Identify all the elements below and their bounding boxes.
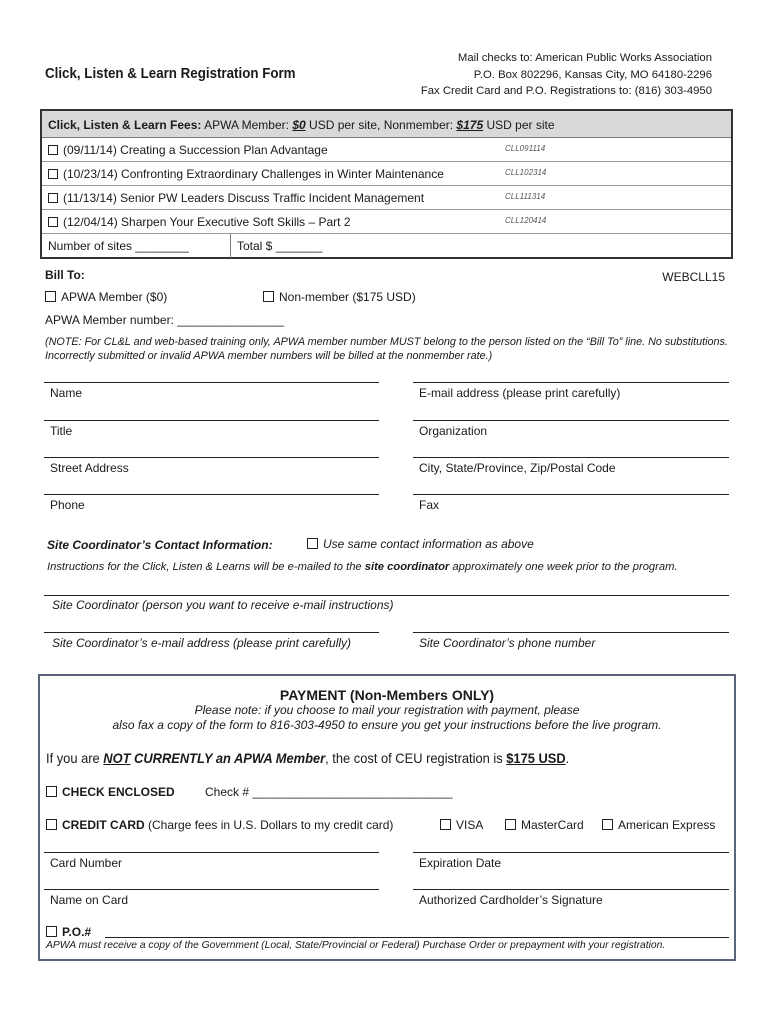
cost-not: NOT <box>103 750 131 766</box>
mailing-info <box>421 50 712 100</box>
fax-line[interactable] <box>413 494 729 495</box>
city-line[interactable] <box>413 457 729 458</box>
number-of-sites-field[interactable]: Number of sites ________ <box>42 234 231 258</box>
bill-to-label: Bill To: <box>45 268 85 282</box>
cost-end: . <box>565 750 570 766</box>
mastercard-option[interactable] <box>505 818 584 832</box>
title-line[interactable] <box>44 420 379 421</box>
mail-address-line: Mail checks to: American Public Works Association <box>457 52 712 64</box>
cost-statement <box>46 750 569 766</box>
session-code: CLL111314 <box>505 192 546 201</box>
nonmember-price: $175 <box>456 118 484 132</box>
session-checkbox[interactable] <box>48 169 58 179</box>
coordinator-label: Site Coordinator (person you want to receive e-mail instructions) <box>52 598 394 612</box>
coordinator-email-line[interactable] <box>44 632 379 633</box>
check-enclosed-option[interactable] <box>46 785 175 799</box>
session-row[interactable] <box>42 210 731 234</box>
po-label: P.O.# <box>62 925 92 939</box>
name-label: Name <box>50 386 83 400</box>
po-checkbox[interactable] <box>46 926 57 937</box>
payment-note-line2: also fax a copy of the form to 816-303-4950 to ensure you get your instructions before the live program. <box>112 718 662 732</box>
nonmember-checkbox[interactable] <box>263 291 274 302</box>
member-number-field[interactable]: APWA Member number: ________________ <box>45 313 285 327</box>
session-label: (11/13/14) Senior PW Leaders Discuss Traffic Incident Management <box>63 191 425 205</box>
fax-label: Fax <box>419 498 440 512</box>
site-coordinator-label: Site Coordinator’s Contact Information: <box>47 538 273 552</box>
mastercard-checkbox[interactable] <box>505 819 516 830</box>
street-line[interactable] <box>44 457 379 458</box>
session-label: (09/11/14) Creating a Succession Plan Advantage <box>63 143 328 157</box>
apwa-member-option[interactable] <box>45 290 167 304</box>
po-line[interactable] <box>105 937 729 938</box>
cost-post: , the cost of CEU registration is <box>325 750 507 766</box>
same-contact-checkbox[interactable] <box>307 538 318 549</box>
organization-label: Organization <box>419 424 488 438</box>
amex-option[interactable] <box>602 818 715 832</box>
expiration-line[interactable] <box>413 852 729 853</box>
card-number-line[interactable] <box>44 852 379 853</box>
session-checkbox[interactable] <box>48 217 58 227</box>
member-price: $0 <box>292 118 306 132</box>
email-line[interactable] <box>413 382 729 383</box>
session-code: CLL102314 <box>505 168 547 177</box>
member-option-label: APWA Member ($0) <box>61 290 168 304</box>
visa-option[interactable] <box>440 818 483 832</box>
session-row[interactable] <box>42 162 731 186</box>
fax-line: Fax Credit Card and P.O. Registrations to: (816) 303-4950 <box>420 85 712 97</box>
session-code: CLL120414 <box>505 216 547 225</box>
name-on-card-label: Name on Card <box>50 893 129 907</box>
same-contact-option[interactable] <box>307 537 534 551</box>
session-row[interactable] <box>42 138 731 162</box>
check-enclosed-checkbox[interactable] <box>46 786 57 797</box>
instructions-text: Instructions for the Click, Listen & Learns will be e-mailed to the <box>47 561 362 573</box>
amex-checkbox[interactable] <box>602 819 613 830</box>
organization-line[interactable] <box>413 420 729 421</box>
non-member-option[interactable] <box>263 290 416 304</box>
payment-title: PAYMENT (Non-Members ONLY) <box>279 687 495 703</box>
city-label: City, State/Province, Zip/Postal Code <box>419 461 616 475</box>
credit-card-note: (Charge fees in U.S. Dollars to my credit card) <box>148 818 394 832</box>
visa-checkbox[interactable] <box>440 819 451 830</box>
check-enclosed-label: CHECK ENCLOSED <box>62 785 175 799</box>
credit-card-option[interactable] <box>46 818 393 832</box>
member-suffix: USD per site, Nonmember: <box>309 118 454 132</box>
expiration-label: Expiration Date <box>419 856 502 870</box>
cost-mid: CURRENTLY an APWA Member <box>130 750 326 766</box>
instructions-bold: site coordinator <box>364 561 450 573</box>
nonmember-option-label: Non-member ($175 USD) <box>279 290 416 304</box>
fees-table <box>40 109 733 259</box>
session-checkbox[interactable] <box>48 193 58 203</box>
mastercard-label: MasterCard <box>521 818 584 832</box>
session-label: (12/04/14) Sharpen Your Executive Soft Skills – Part 2 <box>63 215 351 229</box>
session-label: (10/23/14) Confronting Extraordinary Challenges in Winter Maintenance <box>63 167 444 181</box>
mail-po-box-line: P.O. Box 802296, Kansas City, MO 64180-2296 <box>473 68 712 81</box>
name-on-card-line[interactable] <box>44 889 379 890</box>
po-option[interactable] <box>46 925 91 939</box>
form-code: WEBCLL15 <box>662 270 725 284</box>
fees-header <box>42 111 731 138</box>
title-label: Title <box>50 424 73 438</box>
session-row[interactable] <box>42 186 731 210</box>
signature-line[interactable] <box>413 889 729 890</box>
email-label: E-mail address (please print carefully) <box>419 386 621 400</box>
member-text: APWA Member: <box>204 118 289 132</box>
total-field[interactable]: Total $ _______ <box>237 239 323 253</box>
cost-amount: $175 USD <box>506 750 566 766</box>
same-contact-label: Use same contact information as above <box>323 537 534 551</box>
name-line[interactable] <box>44 382 379 383</box>
coordinator-phone-line[interactable] <box>413 632 729 633</box>
signature-label: Authorized Cardholder’s Signature <box>419 893 603 907</box>
coordinator-instructions <box>47 561 678 573</box>
coordinator-line[interactable] <box>44 595 729 596</box>
po-note: APWA must receive a copy of the Government (Local, State/Provincial or Federal) Purchase Order or prepayment with your registration. <box>46 940 666 951</box>
coordinator-email-label: Site Coordinator’s e-mail address (please print carefully) <box>52 636 352 650</box>
instructions-text-end: approximately one week prior to the program. <box>452 561 678 573</box>
session-code: CLL091114 <box>505 144 546 153</box>
credit-card-checkbox[interactable] <box>46 819 57 830</box>
payment-note-line1: Please note: if you choose to mail your registration with payment, please <box>194 703 580 717</box>
phone-label: Phone <box>50 498 85 512</box>
card-number-label: Card Number <box>50 856 123 870</box>
visa-label: VISA <box>456 818 484 832</box>
form-title: Click, Listen & Learn Registration Form <box>45 66 296 82</box>
bill-to-note: (NOTE: For CL&L and web-based training only, APWA member number MUST belong to the person listed on the “Bill To” line. No substitutions. Incorrectly submitted or invalid APWA member numbers will be billed at the nonmember rate.) <box>45 336 728 362</box>
totals-row <box>42 234 731 258</box>
street-label: Street Address <box>50 461 129 475</box>
nonmember-suffix: USD per site <box>486 118 555 132</box>
credit-card-label: CREDIT CARD <box>62 818 145 832</box>
phone-line[interactable] <box>44 494 379 495</box>
amex-label: American Express <box>618 818 716 832</box>
cost-pre: If you are <box>46 750 104 766</box>
check-number-field[interactable]: Check # ______________________________ <box>205 785 453 799</box>
member-checkbox[interactable] <box>45 291 56 302</box>
coordinator-phone-label: Site Coordinator’s phone number <box>419 636 596 650</box>
fees-label: Click, Listen & Learn Fees: <box>48 118 202 132</box>
session-checkbox[interactable] <box>48 145 58 155</box>
